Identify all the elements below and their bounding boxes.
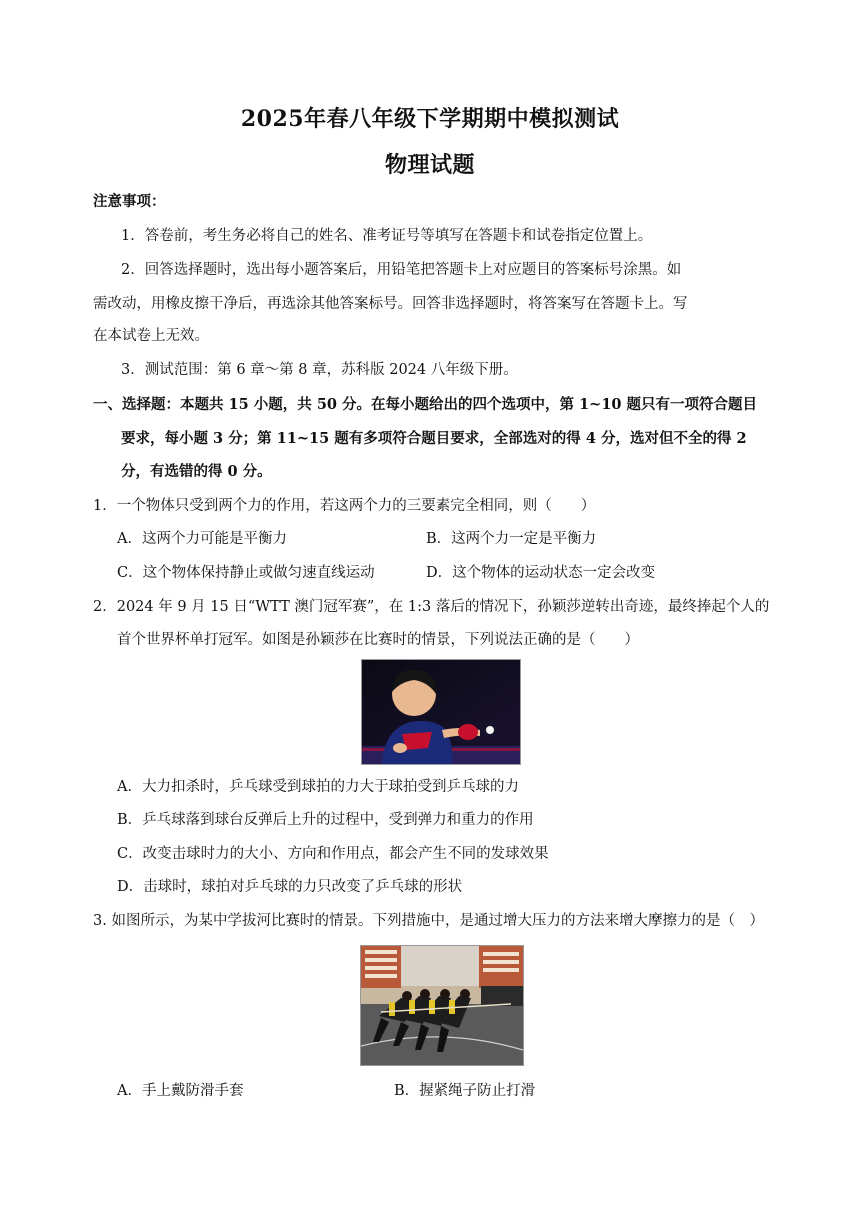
q2-stem-line-2: 首个世界杯单打冠军。如图是孙颖莎在比赛时的情景，下列说法正确的是（ ） [117,632,639,648]
notice-heading: 注意事项： [93,193,166,210]
q3-stem: 3. 如图所示，为某中学拔河比赛时的情景。下列措施中，是通过增大压力的方法来增大摩擦力的是（ ） [93,913,764,929]
q1-option-a: A．这两个力可能是平衡力 [117,531,287,547]
q2-option-c: C．改变击球时力的大小、方向和作用点，都会产生不同的发球效果 [117,846,549,862]
notice-item-3: 3．测试范围：第 6 章～第 8 章，苏科版 2024 八年级下册。 [121,362,518,378]
section-1-heading-line-2: 要求，每小题 3 分；第 11~15 题有多项符合题目要求，全部选对的得 4 分，选对但不全的得 2 [121,430,747,447]
exam-subtitle: 物理试题 [384,152,475,178]
section-1-heading-line-3: 分，有选错的得 0 分。 [121,463,272,480]
q1-option-b: B．这两个力一定是平衡力 [426,531,597,547]
tug-of-war-photo [360,945,524,1066]
table-tennis-photo [361,659,521,765]
notice-item-1: 1．答卷前，考生务必将自己的姓名、准考证号等填写在答题卡和试卷指定位置上。 [121,228,653,244]
section-1-heading-line-1: 一、选择题：本题共 15 小题，共 50 分。在每小题给出的四个选项中，第 1~10 题只有一项符合题目 [93,396,758,413]
q1-option-d: D．这个物体的运动状态一定会改变 [426,565,656,581]
q2-option-b: B．乒乓球落到球台反弹后上升的过程中，受到弹力和重力的作用 [117,812,534,828]
q2-stem-line-1: 2．2024 年 9 月 15 日“WTT 澳门冠军赛”，在 1:3 落后的情况下，孙颖莎逆转出奇迹，最终捧起个人的 [93,599,770,615]
q3-option-b: B．握紧绳子防止打滑 [394,1083,536,1099]
q1-option-c: C．这个物体保持静止或做匀速直线运动 [117,565,375,581]
notice-item-2-line-2: 需改动，用橡皮擦干净后，再选涂其他答案标号。回答非选择题时，将答案写在答题卡上。写 [93,296,688,312]
notice-item-2-line-1: 2．回答选择题时，选出每小题答案后，用铅笔把答题卡上对应题目的答案标号涂黑。如 [121,262,682,278]
q1-stem: 1．一个物体只受到两个力的作用，若这两个力的三要素完全相同，则（ ） [93,498,596,514]
exam-title: 2025年春八年级下学期期中模拟测试 [240,106,620,132]
q2-option-d: D．击球时，球拍对乒乓球的力只改变了乒乓球的形状 [117,879,463,895]
q3-option-a: A．手上戴防滑手套 [117,1083,244,1099]
q2-option-a: A．大力扣杀时，乒乓球受到球拍的力大于球拍受到乒乓球的力 [117,779,519,795]
notice-item-2-line-3: 在本试卷上无效。 [93,328,209,344]
